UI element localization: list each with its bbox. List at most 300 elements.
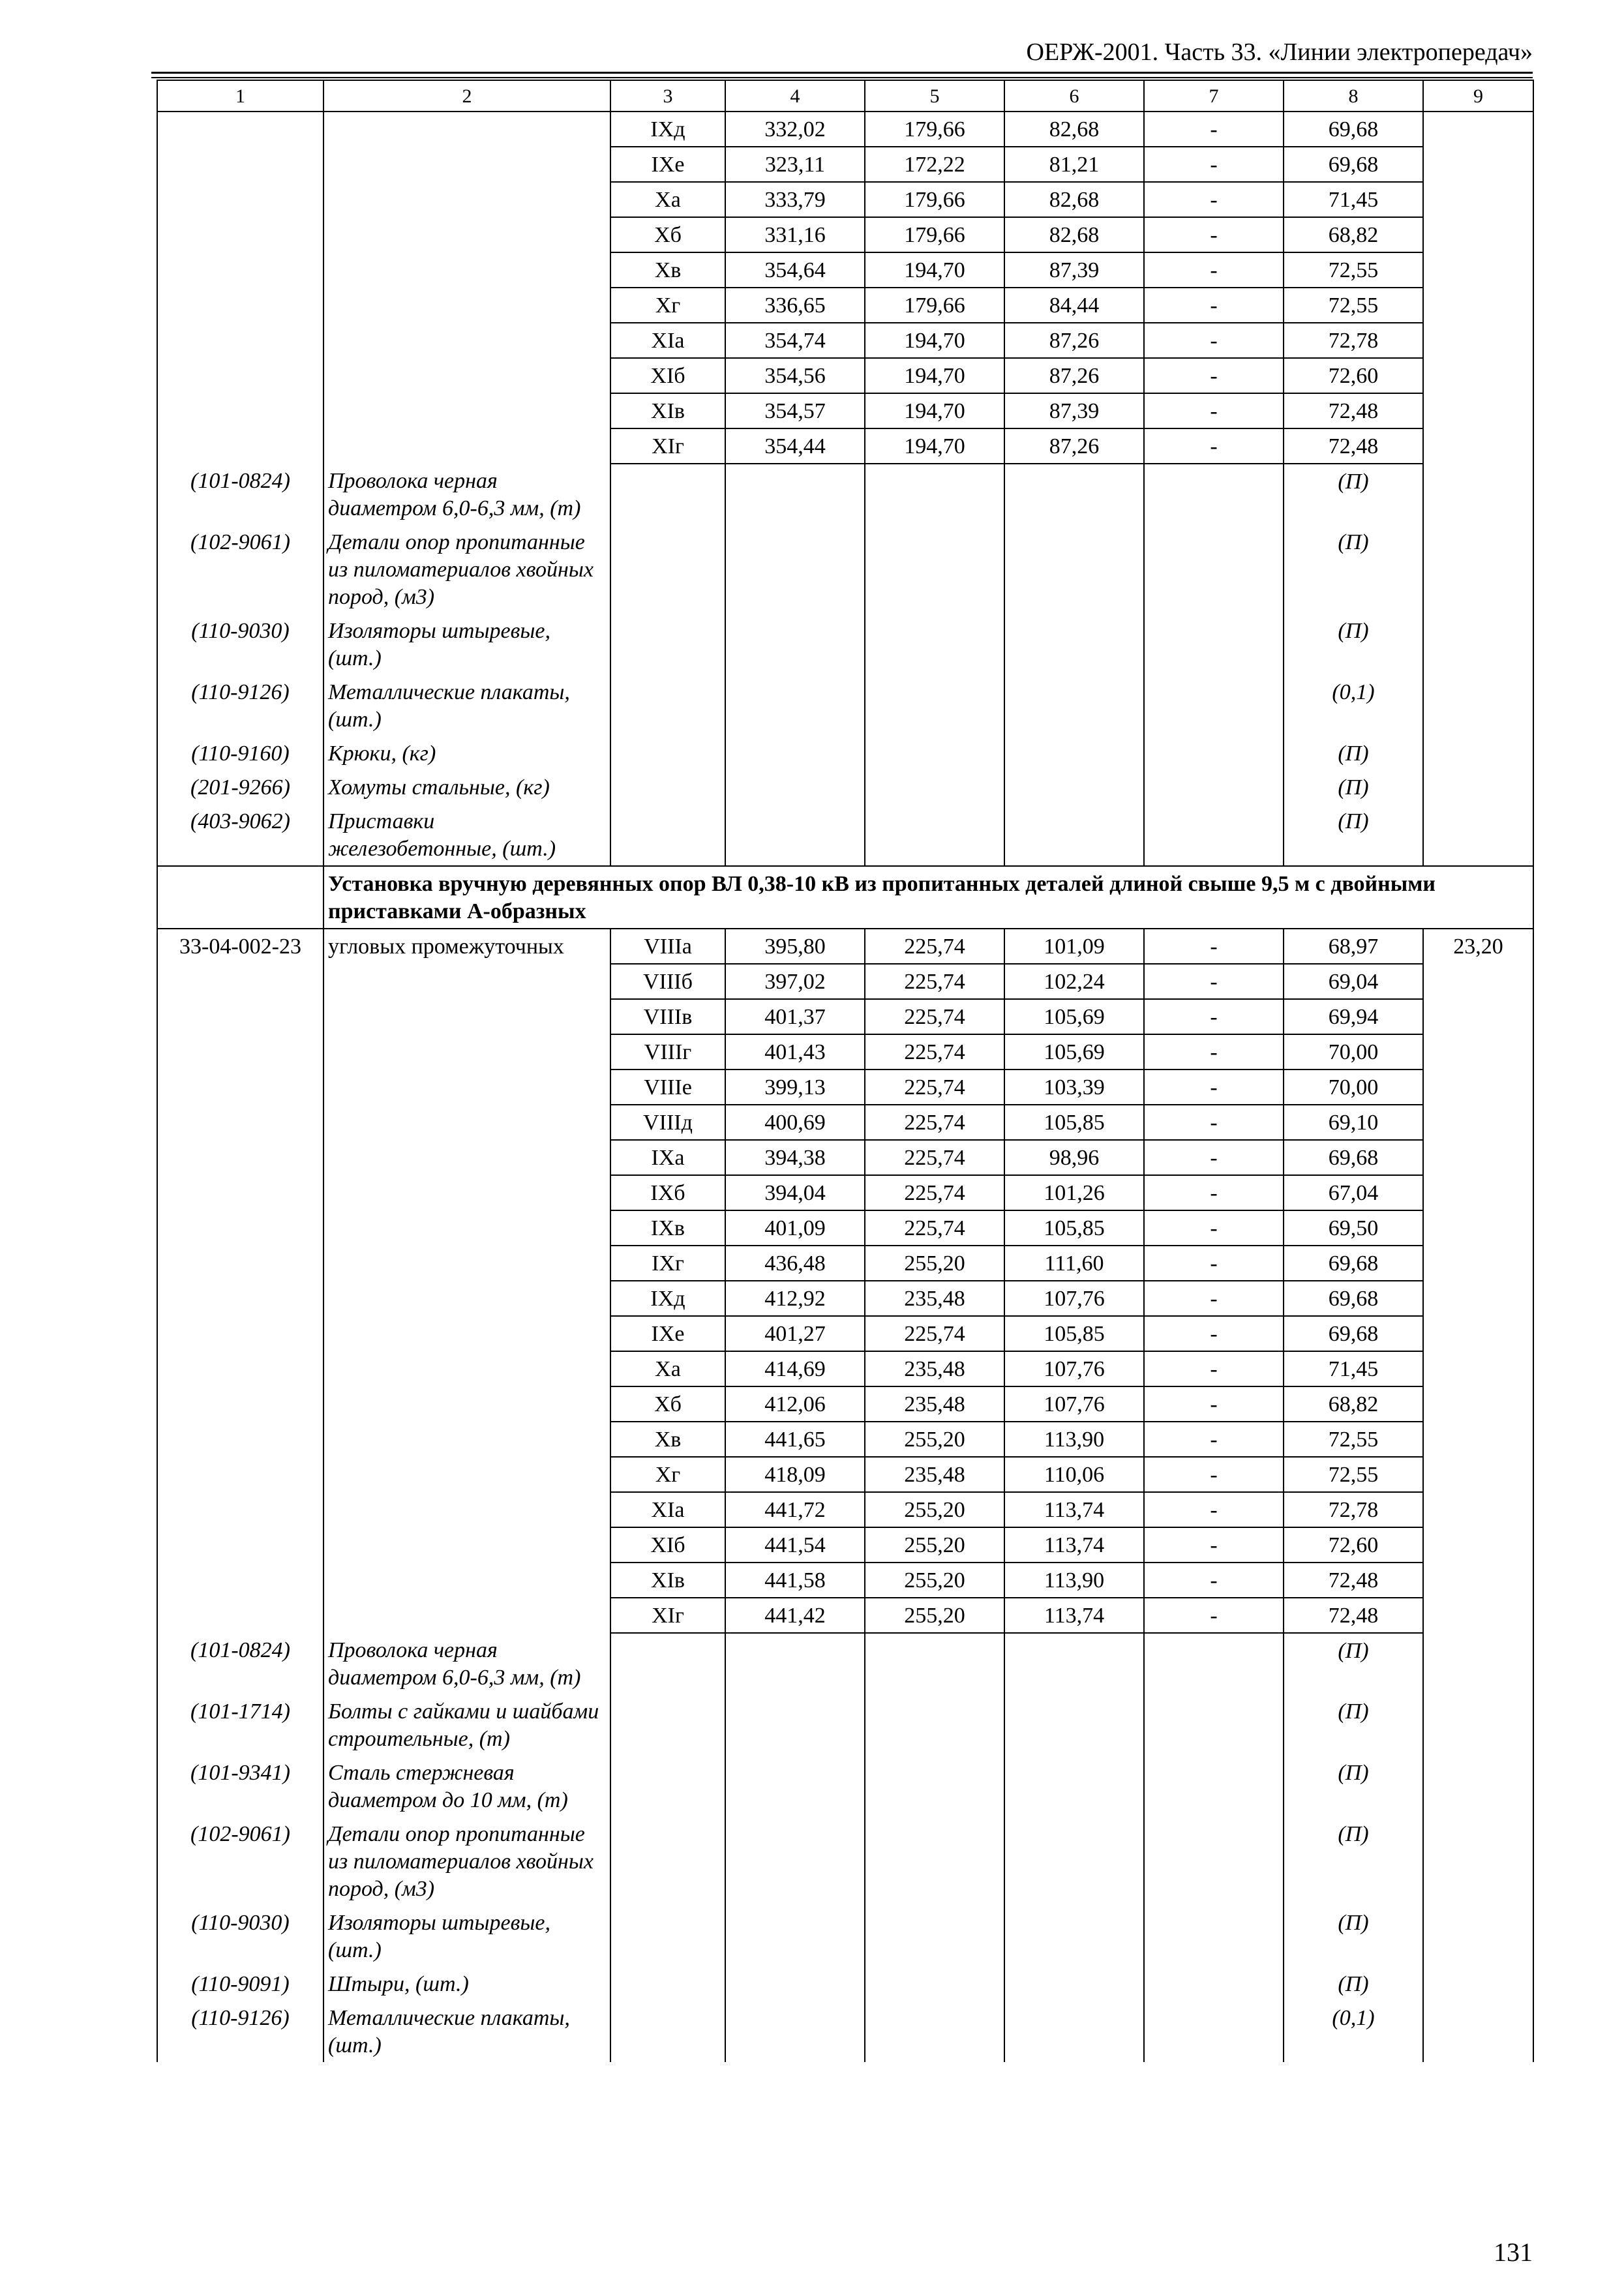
table-row [157,1210,1533,1246]
value-cell: - [1144,1492,1284,1527]
col9-cell [1423,1210,1533,1246]
name-cell [323,1316,610,1351]
material-name: Крюки, (кг) [323,736,610,770]
code-cell [157,358,323,393]
material-value: (П) [1284,770,1423,804]
value-cell: 69,68 [1284,1246,1423,1281]
empty-cell [1004,1967,1144,2001]
empty-cell [610,1756,725,1817]
value-cell: 394,38 [725,1140,865,1175]
value-cell: 255,20 [865,1563,1004,1598]
value-cell: 354,74 [725,323,865,358]
value-cell: 111,60 [1004,1246,1144,1281]
empty-cell [725,736,865,770]
empty-cell [1004,770,1144,804]
col9-cell [1423,964,1533,999]
empty-cell [610,1967,725,2001]
table-row [157,147,1533,182]
value-cell: 105,85 [1004,1210,1144,1246]
value-cell: 70,00 [1284,1034,1423,1070]
empty-cell [610,464,725,525]
material-row [157,1967,1533,2001]
value-cell: Xб [610,1386,725,1422]
empty-cell [1004,1756,1144,1817]
empty-cell [1144,1756,1284,1817]
name-cell [323,1563,610,1598]
value-cell: - [1144,112,1284,147]
value-cell: 412,92 [725,1281,865,1316]
value-cell: 101,26 [1004,1175,1144,1210]
value-cell: 69,68 [1284,1281,1423,1316]
table-row [157,999,1533,1034]
value-cell: 394,04 [725,1175,865,1210]
material-code: (110-9030) [157,614,323,675]
empty-cell [865,1756,1004,1817]
empty-cell [1423,736,1533,770]
value-cell: - [1144,393,1284,428]
value-cell: 395,80 [725,929,865,964]
empty-cell [1423,804,1533,866]
value-cell: 87,39 [1004,252,1144,288]
column-number: 6 [1004,80,1144,112]
name-cell [323,323,610,358]
empty-cell [610,1817,725,1906]
code-cell [157,288,323,323]
value-cell: XIг [610,1598,725,1633]
code-cell [157,1281,323,1316]
name-cell [323,147,610,182]
value-cell: 235,48 [865,1386,1004,1422]
material-code: (102-9061) [157,1817,323,1906]
name-cell [323,182,610,217]
col9-cell [1423,393,1533,428]
value-cell: 105,85 [1004,1316,1144,1351]
code-cell [157,1316,323,1351]
empty-cell [1004,2001,1144,2062]
col9-cell [1423,1563,1533,1598]
value-cell: 397,02 [725,964,865,999]
table-row [157,1105,1533,1140]
value-cell: - [1144,147,1284,182]
col9-cell [1423,1034,1533,1070]
material-row [157,525,1533,614]
value-cell: 72,55 [1284,1422,1423,1457]
empty-cell [1144,736,1284,770]
value-cell: XIа [610,323,725,358]
table-row [157,1316,1533,1351]
empty-cell [610,525,725,614]
empty-cell [1144,464,1284,525]
value-cell: 110,06 [1004,1457,1144,1492]
value-cell: 98,96 [1004,1140,1144,1175]
code-cell [157,393,323,428]
value-cell: - [1144,1246,1284,1281]
value-cell: - [1144,1140,1284,1175]
material-name: Хомуты стальные, (кг) [323,770,610,804]
name-cell [323,964,610,999]
empty-cell [865,1633,1004,1694]
value-cell: 235,48 [865,1351,1004,1386]
name-cell [323,252,610,288]
value-cell: 69,94 [1284,999,1423,1034]
code-cell [157,252,323,288]
material-code: (110-9091) [157,1967,323,2001]
value-cell: 255,20 [865,1527,1004,1563]
name-cell: угловых промежуточных [323,929,610,964]
header-rule-thin [151,77,1533,78]
value-cell: - [1144,1422,1284,1457]
code-cell [157,182,323,217]
value-cell: 69,68 [1284,1316,1423,1351]
table-row [157,323,1533,358]
value-cell: 69,04 [1284,964,1423,999]
code-cell [157,217,323,252]
value-cell: VIIIе [610,1070,725,1105]
value-cell: 107,76 [1004,1386,1144,1422]
table-row [157,1492,1533,1527]
table-row [157,964,1533,999]
code-cell [157,1457,323,1492]
name-cell [323,112,610,147]
value-cell: - [1144,428,1284,464]
empty-cell [1423,464,1533,525]
material-name: Проволока черная диаметром 6,0-6,3 мм, (т) [323,1633,610,1694]
empty-cell [610,1633,725,1694]
value-cell: - [1144,1598,1284,1633]
value-cell: 436,48 [725,1246,865,1281]
material-value: (П) [1284,1817,1423,1906]
value-cell: - [1144,1563,1284,1598]
empty-cell [865,2001,1004,2062]
value-cell: 194,70 [865,393,1004,428]
value-cell: 103,39 [1004,1070,1144,1105]
code-cell [157,1563,323,1598]
material-code: (101-9341) [157,1756,323,1817]
name-cell [323,1105,610,1140]
code-cell [157,147,323,182]
value-cell: 72,48 [1284,1598,1423,1633]
value-cell: IXа [610,1140,725,1175]
value-cell: 255,20 [865,1598,1004,1633]
code-cell [157,1140,323,1175]
value-cell: 323,11 [725,147,865,182]
material-row [157,464,1533,525]
material-row [157,1756,1533,1817]
value-cell: 87,39 [1004,393,1144,428]
col9-cell [1423,182,1533,217]
value-cell: VIIIб [610,964,725,999]
value-cell: 331,16 [725,217,865,252]
material-value: (П) [1284,614,1423,675]
code-cell [157,1492,323,1527]
empty-cell [725,1967,865,2001]
material-code: (101-0824) [157,464,323,525]
empty-cell [1423,1967,1533,2001]
value-cell: Xг [610,288,725,323]
value-cell: 194,70 [865,358,1004,393]
value-cell: - [1144,1070,1284,1105]
value-cell: 107,76 [1004,1351,1144,1386]
empty-cell [725,770,865,804]
header-rule [151,72,1533,74]
value-cell: 401,09 [725,1210,865,1246]
value-cell: 399,13 [725,1070,865,1105]
col9-cell [1423,999,1533,1034]
table-row [157,929,1533,964]
table-row [157,252,1533,288]
value-cell: 107,76 [1004,1281,1144,1316]
value-cell: 225,74 [865,999,1004,1034]
name-cell [323,1492,610,1527]
empty-cell [1423,1906,1533,1967]
value-cell: 72,48 [1284,1563,1423,1598]
code-cell [157,1598,323,1633]
empty-cell [1423,2001,1533,2062]
col9-cell [1423,1316,1533,1351]
value-cell: 194,70 [865,428,1004,464]
value-cell: 67,04 [1284,1175,1423,1210]
value-cell: - [1144,999,1284,1034]
name-cell [323,1422,610,1457]
empty-cell [1004,464,1144,525]
value-cell: Xб [610,217,725,252]
empty-cell [725,675,865,736]
value-cell: IXг [610,1246,725,1281]
value-cell: 179,66 [865,217,1004,252]
empty-cell [1423,1756,1533,1817]
empty-cell [610,1694,725,1756]
table-row [157,358,1533,393]
value-cell: - [1144,217,1284,252]
value-cell: - [1144,182,1284,217]
value-cell: - [1144,1351,1284,1386]
empty-cell [1144,1817,1284,1906]
material-name: Штыри, (шт.) [323,1967,610,2001]
value-cell: 72,78 [1284,323,1423,358]
material-name: Приставки железобетонные, (шт.) [323,804,610,866]
value-cell: - [1144,288,1284,323]
empty-cell [1144,770,1284,804]
table-row [157,1351,1533,1386]
value-cell: VIIIд [610,1105,725,1140]
col9-cell [1423,1105,1533,1140]
name-cell [323,1175,610,1210]
material-value: (П) [1284,1967,1423,2001]
table-row [157,288,1533,323]
value-cell: 354,44 [725,428,865,464]
material-value: (0,1) [1284,675,1423,736]
value-cell: 401,43 [725,1034,865,1070]
value-cell: Xг [610,1457,725,1492]
value-cell: 105,69 [1004,1034,1144,1070]
name-cell [323,393,610,428]
col9-cell [1423,1492,1533,1527]
empty-cell [865,1906,1004,1967]
value-cell: - [1144,1386,1284,1422]
value-cell: 255,20 [865,1246,1004,1281]
value-cell: 441,42 [725,1598,865,1633]
column-number: 5 [865,80,1004,112]
value-cell: 225,74 [865,929,1004,964]
value-cell: 179,66 [865,288,1004,323]
empty-cell [865,614,1004,675]
column-number: 7 [1144,80,1284,112]
material-name: Детали опор пропитанные из пиломатериалов хвойных пород, (м3) [323,1817,610,1906]
value-cell: 225,74 [865,1210,1004,1246]
value-cell: IXв [610,1210,725,1246]
table-row [157,1034,1533,1070]
col9-cell [1423,1351,1533,1386]
value-cell: IXб [610,1175,725,1210]
material-row [157,1633,1533,1694]
value-cell: 235,48 [865,1281,1004,1316]
empty-cell [1004,525,1144,614]
col9-cell [1423,1246,1533,1281]
value-cell: 401,37 [725,999,865,1034]
value-cell: Xа [610,1351,725,1386]
page-header-title: ОЕРЖ-2001. Часть 33. «Линии электропередач» [1026,38,1533,66]
empty-cell [865,770,1004,804]
value-cell: 113,74 [1004,1492,1144,1527]
empty-cell [1004,1633,1144,1694]
value-cell: 71,45 [1284,182,1423,217]
value-cell: VIIIа [610,929,725,964]
col9-cell [1423,112,1533,147]
value-cell: IXе [610,147,725,182]
code-cell [157,112,323,147]
table-row [157,1175,1533,1210]
col9-cell [1423,1140,1533,1175]
empty-cell [1004,1694,1144,1756]
value-cell: - [1144,358,1284,393]
name-cell [323,1457,610,1492]
code-cell [157,1246,323,1281]
col9-cell [1423,147,1533,182]
column-number: 9 [1423,80,1533,112]
material-code: (102-9061) [157,525,323,614]
empty-cell [610,675,725,736]
empty-cell [1004,804,1144,866]
value-cell: 105,85 [1004,1105,1144,1140]
material-code: (101-0824) [157,1633,323,1694]
table-row [157,1527,1533,1563]
value-cell: 69,68 [1284,1140,1423,1175]
code-cell [157,323,323,358]
col9-cell [1423,217,1533,252]
code-cell [157,1351,323,1386]
table-body [157,80,1533,2062]
code-cell [157,1527,323,1563]
value-cell: 69,10 [1284,1105,1423,1140]
material-name: Изоляторы штыревые, (шт.) [323,1906,610,1967]
value-cell: 441,72 [725,1492,865,1527]
value-cell: 354,57 [725,393,865,428]
col9-cell [1423,288,1533,323]
table-row [157,1563,1533,1598]
empty-cell [725,1817,865,1906]
empty-cell [865,736,1004,770]
empty-cell [1423,770,1533,804]
material-row [157,2001,1533,2062]
value-cell: 172,22 [865,147,1004,182]
name-cell [323,1246,610,1281]
value-cell: 225,74 [865,964,1004,999]
table-row [157,1070,1533,1105]
value-cell: 82,68 [1004,112,1144,147]
value-cell: 400,69 [725,1105,865,1140]
value-cell: 82,68 [1004,182,1144,217]
empty-cell [1004,1906,1144,1967]
value-cell: VIIIв [610,999,725,1034]
material-value: (П) [1284,525,1423,614]
col9-cell [1423,1598,1533,1633]
empty-cell [1004,736,1144,770]
value-cell: XIв [610,393,725,428]
section-heading-row [157,866,1533,929]
material-row [157,1906,1533,1967]
name-cell [323,1070,610,1105]
empty-cell [1144,804,1284,866]
empty-cell [725,1906,865,1967]
material-code: (201-9266) [157,770,323,804]
value-cell: 225,74 [865,1140,1004,1175]
value-cell: VIIIг [610,1034,725,1070]
value-cell: 225,74 [865,1070,1004,1105]
empty-cell [610,2001,725,2062]
empty-cell [725,525,865,614]
empty-cell [725,1633,865,1694]
code-cell [157,1175,323,1210]
empty-cell [865,525,1004,614]
value-cell: 72,60 [1284,1527,1423,1563]
col9-cell [1423,358,1533,393]
value-cell: - [1144,1527,1284,1563]
empty-cell [610,1906,725,1967]
value-cell: 68,82 [1284,1386,1423,1422]
value-cell: 87,26 [1004,428,1144,464]
col9-cell [1423,1070,1533,1105]
rates-table [157,80,1534,2062]
column-number: 3 [610,80,725,112]
value-cell: 354,64 [725,252,865,288]
value-cell: 418,09 [725,1457,865,1492]
value-cell: - [1144,252,1284,288]
value-cell: 72,48 [1284,428,1423,464]
value-cell: - [1144,1175,1284,1210]
empty-cell [725,464,865,525]
empty-cell [1144,614,1284,675]
material-value: (П) [1284,1756,1423,1817]
material-value: (П) [1284,804,1423,866]
value-cell: 72,55 [1284,288,1423,323]
empty-cell [1004,1817,1144,1906]
empty-cell [865,464,1004,525]
value-cell: 225,74 [865,1316,1004,1351]
empty-cell [865,1967,1004,2001]
value-cell: 441,58 [725,1563,865,1598]
value-cell: 72,60 [1284,358,1423,393]
value-cell: 71,45 [1284,1351,1423,1386]
value-cell: 441,65 [725,1422,865,1457]
col9-cell [1423,323,1533,358]
value-cell: 255,20 [865,1492,1004,1527]
value-cell: 412,06 [725,1386,865,1422]
value-cell: 179,66 [865,182,1004,217]
value-cell: 68,97 [1284,929,1423,964]
material-row [157,770,1533,804]
empty-cell [610,770,725,804]
material-row [157,804,1533,866]
